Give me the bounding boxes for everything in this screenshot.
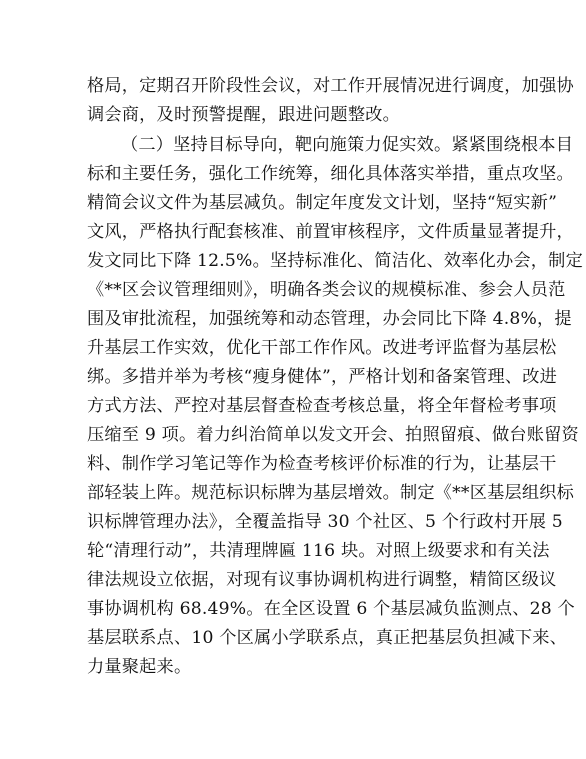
text-line-7: 发文同比下降 12.5%。坚持标准化、简洁化、效率化办会，制定 — [87, 251, 583, 271]
text-line-13: 压缩至 9 项。着力纠治简单以发文开会、拍照留痕、做台账留资 — [87, 425, 579, 445]
text-line-11: 绑。多措并举为考核“瘦身健体”，严格计划和备案管理、改进 — [87, 367, 558, 387]
text-line-1: 格局，定期召开阶段性会议，对工作开展情况进行调度，加强协 — [87, 76, 574, 96]
text-line-3: （二）坚持目标导向，靶向施策力促实效。紧紧围绕根本目 — [121, 135, 574, 155]
text-line-18: 律法规设立依据，对现有议事协调机构进行调整，精简区级议 — [87, 570, 557, 590]
text-line-4: 标和主要任务，强化工作统筹，细化具体落实举措，重点攻坚。 — [87, 164, 574, 184]
text-line-15: 部轻装上阵。规范标识标牌为基层增效。制定《**区基层组织标 — [87, 483, 575, 503]
text-line-5: 精简会议文件为基层减负。制定年度发文计划，坚持“短实新” — [87, 193, 558, 213]
text-line-19: 事协调机构 68.49%。在全区设置 6 个基层减负监测点、28 个 — [87, 599, 575, 619]
text-line-2: 调会商，及时预警提醒，跟进问题整改。 — [87, 105, 400, 125]
text-line-6: 文风，严格执行配套核准、前置审核程序，文件质量显著提升， — [87, 222, 574, 242]
text-line-17: 轮“清理行动”，共清理牌匾 116 块。对照上级要求和有关法 — [87, 541, 550, 561]
text-line-9: 围及审批流程，加强统筹和动态管理，办会同比下降 4.8%，提 — [87, 309, 572, 329]
text-line-21: 力量聚起来。 — [87, 657, 192, 677]
text-line-14: 料、制作学习笔记等作为检查考核评价标准的行为，让基层干 — [87, 454, 557, 474]
text-line-10: 升基层工作实效，优化干部工作作风。改进考评监督为基层松 — [87, 338, 557, 358]
text-line-8: 《**区会议管理细则》，明确各类会议的规模标准、参会人员范 — [87, 280, 566, 300]
text-line-16: 识标牌管理办法》，全覆盖指导 30 个社区、5 个行政村开展 5 — [87, 512, 563, 532]
text-line-12: 方式方法、严控对基层督查检查考核总量，将全年督检考事项 — [87, 396, 557, 416]
text-line-20: 基层联系点、10 个区属小学联系点，真正把基层负担减下来、 — [87, 628, 568, 648]
